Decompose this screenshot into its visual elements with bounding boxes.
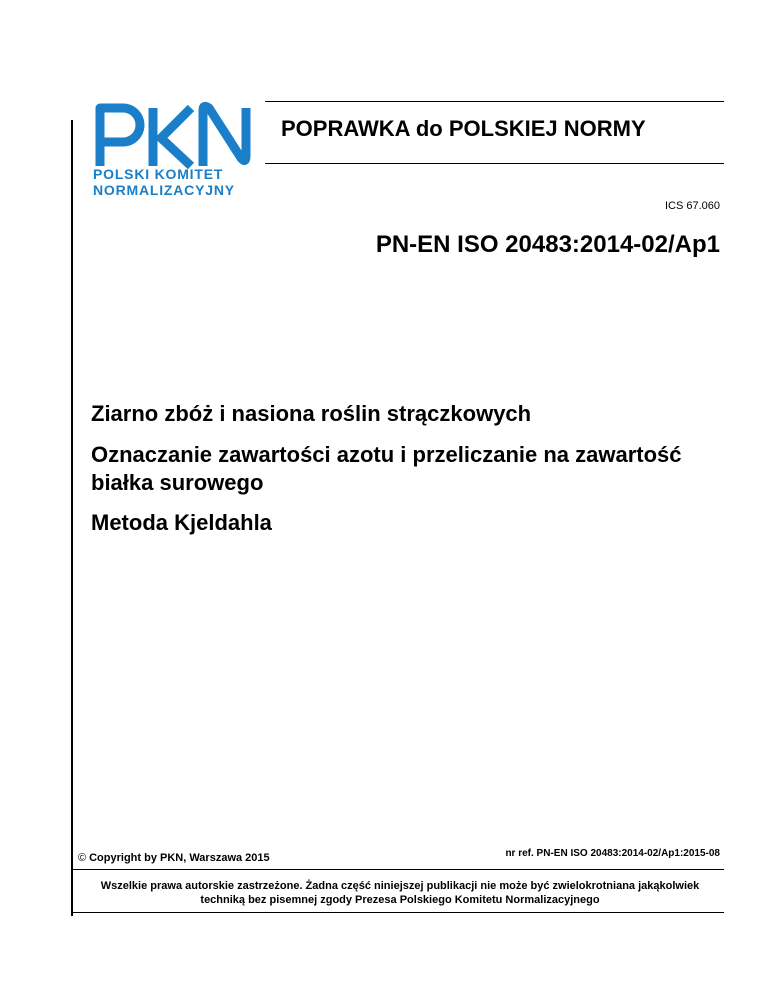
ics-code: ICS 67.060 bbox=[664, 200, 720, 212]
rights-notice: Wszelkie prawa autorskie zastrzeżone. Żadna część niniejszej publikacji nie może być zwielokrotniana jakąkolwiek techniką bez pisemnej zgody Prezesa Polskiego Komitetu Normalizacyjnego bbox=[100, 880, 700, 906]
left-margin-rule bbox=[71, 120, 73, 916]
copyright-text: Copyright by PKN, Warszawa 2015 bbox=[89, 852, 270, 864]
copyright-notice bbox=[78, 852, 270, 864]
title-line-2: Oznaczanie zawartości azotu i przeliczanie na zawartość białka surowego bbox=[91, 442, 682, 495]
footer-top-rule bbox=[73, 869, 724, 870]
title-line-1: Ziarno zbóż i nasiona roślin strączkowych bbox=[91, 401, 532, 426]
logo-line-1: POLSKI KOMITET bbox=[93, 166, 224, 182]
standard-number: PN-EN ISO 20483:2014-02/Ap1 bbox=[375, 231, 720, 258]
logo-line-2: NORMALIZACYJNY bbox=[93, 182, 235, 198]
header-top-rule bbox=[265, 101, 724, 102]
title-line-3: Metoda Kjeldahla bbox=[91, 510, 272, 535]
footer-bottom-rule bbox=[73, 912, 724, 913]
copyright-symbol: © bbox=[78, 852, 87, 864]
header-bottom-rule bbox=[265, 163, 724, 164]
reference-number: nr ref. PN-EN ISO 20483:2014-02/Ap1:2015-08 bbox=[505, 848, 720, 859]
document-type: POPRAWKA do POLSKIEJ NORMY bbox=[281, 116, 646, 141]
